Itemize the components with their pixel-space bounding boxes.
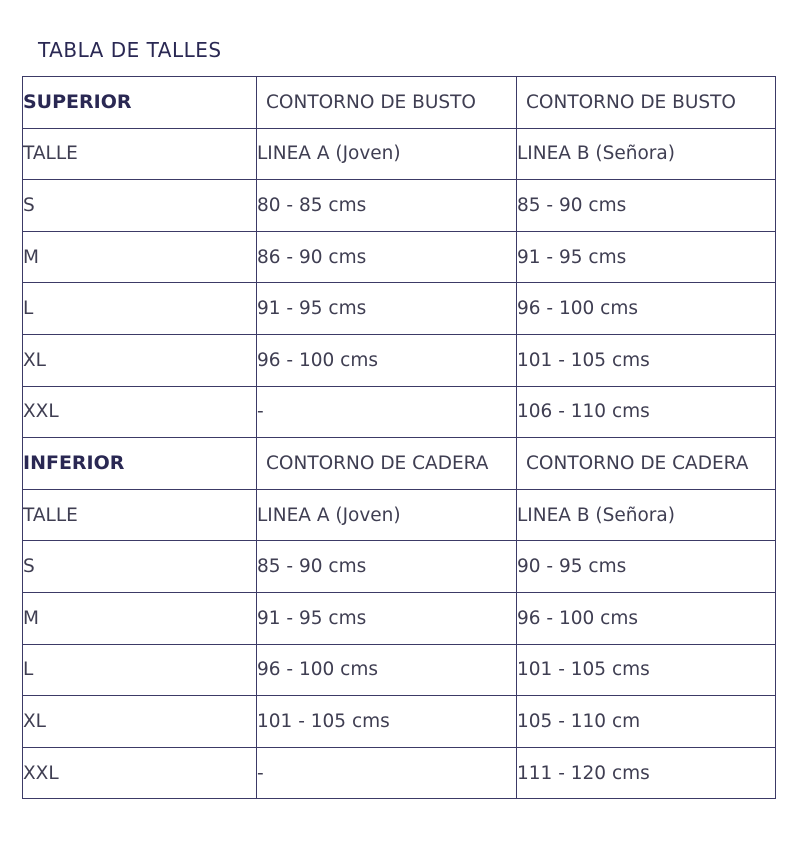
linea-b-cell: LINEA B (Señora) <box>517 489 776 541</box>
table-row <box>23 592 776 644</box>
superior-header-row <box>23 77 776 129</box>
linea-b-cell: 96 - 100 cms <box>517 283 776 335</box>
linea-b-cell: 90 - 95 cms <box>517 541 776 593</box>
linea-b-cell: 101 - 105 cms <box>517 334 776 386</box>
inferior-header-row <box>23 438 776 490</box>
table-row <box>23 283 776 335</box>
linea-b-cell: 91 - 95 cms <box>517 231 776 283</box>
linea-a-cell: - <box>257 386 517 438</box>
talle-cell: S <box>23 180 257 232</box>
talle-cell: XL <box>23 334 257 386</box>
section-title-inferior: INFERIOR <box>23 438 257 490</box>
table-row <box>23 696 776 748</box>
linea-b-cell: 85 - 90 cms <box>517 180 776 232</box>
table-row <box>23 541 776 593</box>
column-header-linea-b: CONTORNO DE CADERA <box>517 438 776 490</box>
talle-cell: XL <box>23 696 257 748</box>
table-row <box>23 489 776 541</box>
talle-cell: TALLE <box>23 128 257 180</box>
linea-b-cell: 101 - 105 cms <box>517 644 776 696</box>
column-header-linea-a: CONTORNO DE BUSTO <box>257 77 517 129</box>
talle-cell: TALLE <box>23 489 257 541</box>
page-title: TABLA DE TALLES <box>38 38 222 62</box>
talle-cell: L <box>23 644 257 696</box>
table-row <box>23 386 776 438</box>
talle-cell: M <box>23 592 257 644</box>
linea-a-cell: 91 - 95 cms <box>257 283 517 335</box>
section-title-superior: SUPERIOR <box>23 77 257 129</box>
talle-cell: XXL <box>23 747 257 799</box>
linea-a-cell: 96 - 100 cms <box>257 334 517 386</box>
linea-a-cell: 80 - 85 cms <box>257 180 517 232</box>
talle-cell: L <box>23 283 257 335</box>
linea-a-cell: 85 - 90 cms <box>257 541 517 593</box>
linea-b-cell: 111 - 120 cms <box>517 747 776 799</box>
linea-b-cell: 105 - 110 cm <box>517 696 776 748</box>
size-chart-table <box>22 76 776 799</box>
linea-a-cell: 96 - 100 cms <box>257 644 517 696</box>
talle-cell: M <box>23 231 257 283</box>
linea-b-cell: LINEA B (Señora) <box>517 128 776 180</box>
linea-a-cell: LINEA A (Joven) <box>257 128 517 180</box>
linea-a-cell: - <box>257 747 517 799</box>
linea-b-cell: 106 - 110 cms <box>517 386 776 438</box>
column-header-linea-a: CONTORNO DE CADERA <box>257 438 517 490</box>
linea-b-cell: 96 - 100 cms <box>517 592 776 644</box>
table-row <box>23 334 776 386</box>
table-row <box>23 231 776 283</box>
table-row <box>23 180 776 232</box>
linea-a-cell: LINEA A (Joven) <box>257 489 517 541</box>
talle-cell: S <box>23 541 257 593</box>
table-row <box>23 128 776 180</box>
linea-a-cell: 86 - 90 cms <box>257 231 517 283</box>
table-row <box>23 644 776 696</box>
column-header-linea-b: CONTORNO DE BUSTO <box>517 77 776 129</box>
talle-cell: XXL <box>23 386 257 438</box>
linea-a-cell: 101 - 105 cms <box>257 696 517 748</box>
table-row <box>23 747 776 799</box>
linea-a-cell: 91 - 95 cms <box>257 592 517 644</box>
